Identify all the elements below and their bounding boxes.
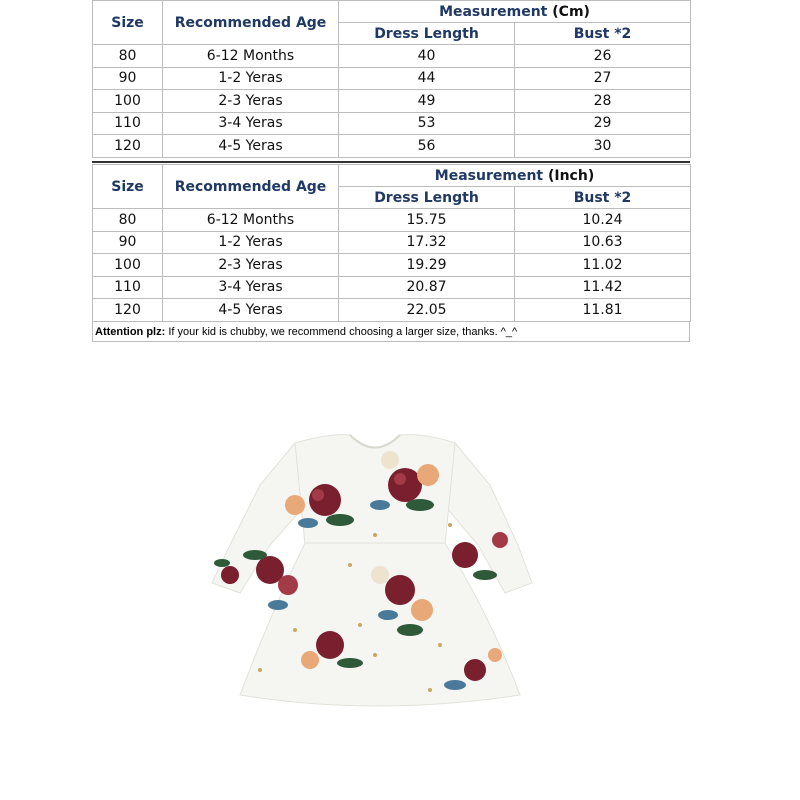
cell-size: 100 xyxy=(93,254,163,277)
table-row xyxy=(93,90,691,113)
cell-bust: 26 xyxy=(515,45,691,68)
cell-age: 6-12 Months xyxy=(163,45,339,68)
cell-age: 6-12 Months xyxy=(163,209,339,232)
cell-size: 80 xyxy=(93,209,163,232)
measurement-label: Measurement xyxy=(434,167,544,184)
table-row xyxy=(93,67,691,90)
size-table-cm xyxy=(92,0,691,158)
cell-size: 90 xyxy=(93,67,163,90)
cell-length: 53 xyxy=(339,112,515,135)
cell-size: 110 xyxy=(93,112,163,135)
cell-age: 2-3 Yeras xyxy=(163,254,339,277)
cell-age: 2-3 Yeras xyxy=(163,90,339,113)
table-row xyxy=(93,299,691,322)
header-measurement xyxy=(339,165,691,187)
cell-bust: 10.63 xyxy=(515,231,691,254)
size-chart-inch xyxy=(92,164,690,322)
cell-length: 40 xyxy=(339,45,515,68)
size-chart-cm xyxy=(92,0,690,158)
header-bust: Bust *2 xyxy=(515,187,691,209)
cell-age: 1-2 Yeras xyxy=(163,67,339,90)
cell-size: 100 xyxy=(93,90,163,113)
cell-age: 4-5 Yeras xyxy=(163,135,339,158)
cell-length: 15.75 xyxy=(339,209,515,232)
cell-size: 90 xyxy=(93,231,163,254)
floral-dress-photo xyxy=(200,405,550,730)
cell-length: 22.05 xyxy=(339,299,515,322)
note-label: Attention plz: xyxy=(95,326,166,338)
table-divider xyxy=(92,161,690,163)
cell-bust: 30 xyxy=(515,135,691,158)
header-size: Size xyxy=(93,1,163,45)
table-row xyxy=(93,276,691,299)
table-row xyxy=(93,231,691,254)
table-row xyxy=(93,135,691,158)
table-row xyxy=(93,112,691,135)
note-text: If your kid is chubby, we recommend choosing a larger size, thanks. ^_^ xyxy=(165,326,518,338)
cell-age: 3-4 Yeras xyxy=(163,276,339,299)
cell-length: 20.87 xyxy=(339,276,515,299)
cell-size: 120 xyxy=(93,135,163,158)
cell-bust: 11.42 xyxy=(515,276,691,299)
cell-bust: 10.24 xyxy=(515,209,691,232)
cell-size: 80 xyxy=(93,45,163,68)
table-row xyxy=(93,45,691,68)
cell-bust: 11.02 xyxy=(515,254,691,277)
cell-size: 120 xyxy=(93,299,163,322)
unit-label: (Cm) xyxy=(552,3,590,20)
cell-length: 56 xyxy=(339,135,515,158)
cell-age: 1-2 Yeras xyxy=(163,231,339,254)
header-size: Size xyxy=(93,165,163,209)
unit-label: (Inch) xyxy=(547,167,595,184)
cell-age: 3-4 Yeras xyxy=(163,112,339,135)
attention-note xyxy=(92,321,690,342)
measurement-label: Measurement xyxy=(439,3,548,20)
header-dress-length: Dress Length xyxy=(339,23,515,45)
cell-bust: 29 xyxy=(515,112,691,135)
cell-length: 17.32 xyxy=(339,231,515,254)
size-table-inch xyxy=(92,164,691,322)
header-dress-length: Dress Length xyxy=(339,187,515,209)
header-age: Recommended Age xyxy=(163,165,339,209)
table-row xyxy=(93,254,691,277)
cell-bust: 11.81 xyxy=(515,299,691,322)
header-measurement xyxy=(339,1,691,23)
header-age: Recommended Age xyxy=(163,1,339,45)
cell-bust: 27 xyxy=(515,67,691,90)
cell-size: 110 xyxy=(93,276,163,299)
header-bust: Bust *2 xyxy=(515,23,691,45)
cell-length: 49 xyxy=(339,90,515,113)
cell-length: 19.29 xyxy=(339,254,515,277)
cell-age: 4-5 Yeras xyxy=(163,299,339,322)
table-row xyxy=(93,209,691,232)
cell-bust: 28 xyxy=(515,90,691,113)
cell-length: 44 xyxy=(339,67,515,90)
